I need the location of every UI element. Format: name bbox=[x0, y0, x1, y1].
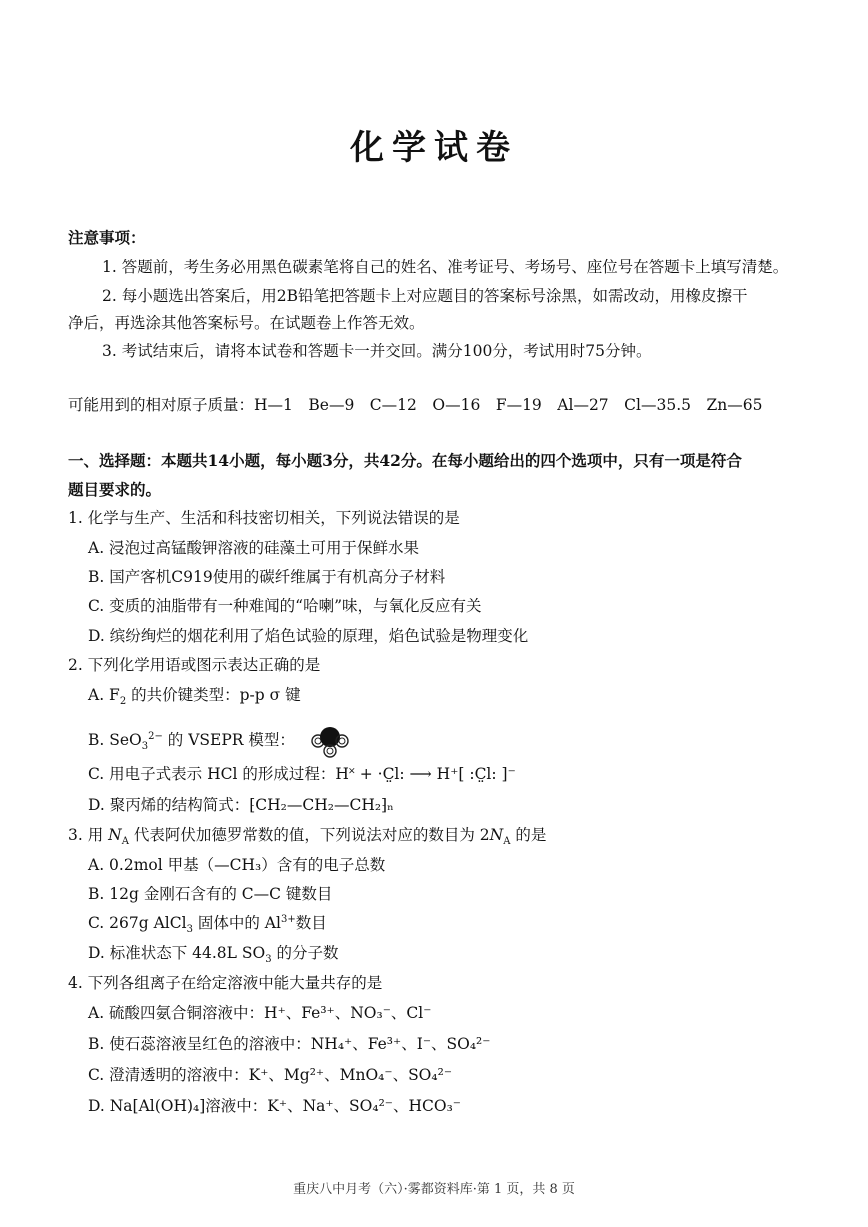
q3-stem-pre: 3. 用 bbox=[68, 826, 109, 844]
q1-option-b: B. 国产客机C919使用的碳纤维属于有机高分子材料 bbox=[88, 568, 446, 586]
q2-option-a bbox=[88, 685, 301, 708]
q3-stem bbox=[68, 825, 547, 848]
notice-item-3: 3. 考试结束后，请将本试卷和答题卡一并交回。满分100分，考试用时75分钟。 bbox=[102, 342, 652, 360]
q1-option-a: A. 浸泡过高锰酸钾溶液的硅藻土可用于保鲜水果 bbox=[88, 539, 420, 557]
q3-d-pre: D. 标准状态下 44.8L SO bbox=[88, 944, 266, 962]
q3-stem-post: 的是 bbox=[510, 826, 547, 844]
section-1-line-2: 题目要求的。 bbox=[68, 480, 162, 499]
page-title: 化学试卷 bbox=[350, 128, 518, 168]
q2-b-pre: B. SeO bbox=[88, 731, 142, 749]
q2-c-formula: H˟ + ·C̤l: ⟶ H⁺[ :C̤l: ]⁻ bbox=[335, 765, 516, 783]
q2-stem: 2. 下列化学用语或图示表达正确的是 bbox=[68, 656, 321, 674]
q3-c-mid: 固体中的 Al bbox=[192, 914, 281, 932]
q2-a-pre: A. F bbox=[88, 686, 120, 704]
q4-option-b: B. 使石蕊溶液呈红色的溶液中：NH₄⁺、Fe³⁺、I⁻、SO₄²⁻ bbox=[88, 1035, 491, 1053]
q3-option-c bbox=[88, 913, 327, 936]
q1-option-d: D. 缤纷绚烂的烟花利用了焰色试验的原理，焰色试验是物理变化 bbox=[88, 627, 529, 645]
q3-option-b: B. 12g 金刚石含有的 C—C 键数目 bbox=[88, 885, 333, 903]
q3-stem-a2: A bbox=[503, 836, 511, 848]
q3-c-sub: 3 bbox=[186, 924, 193, 936]
q3-c-sup: 3+ bbox=[280, 913, 296, 925]
q2-a-sub: 2 bbox=[119, 696, 127, 708]
q4-option-c: C. 澄清透明的溶液中：K⁺、Mg²⁺、MnO₄⁻、SO₄²⁻ bbox=[88, 1066, 453, 1084]
atomic-masses: 可能用到的相对原子质量：H—1 Be—9 C—12 O—16 F—19 Al—27 Cl—35.5 Zn—65 bbox=[68, 396, 763, 414]
q2-a-post: 的共价键类型：p-p σ 键 bbox=[126, 686, 301, 704]
notice-item-2a: 2. 每小题选出答案后，用2B铅笔把答题卡上对应题目的答案标号涂黑，如需改动，用橡皮擦干 bbox=[102, 287, 748, 305]
q2-d-pre: D. 聚丙烯的结构简式： bbox=[88, 796, 250, 814]
q2-b-post: 的 VSEPR 模型： bbox=[162, 731, 295, 749]
q2-option-c bbox=[88, 764, 516, 784]
q3-d-sub: 3 bbox=[265, 954, 272, 966]
q4-option-a: A. 硫酸四氨合铜溶液中：H⁺、Fe³⁺、NO₃⁻、Cl⁻ bbox=[88, 1004, 432, 1022]
q3-stem-n2: N bbox=[489, 826, 504, 844]
q2-c-pre: C. 用电子式表示 HCl 的形成过程： bbox=[88, 765, 336, 783]
q2-b-sub: 3 bbox=[141, 741, 149, 753]
notice-item-2b: 净后，再选涂其他答案标号。在试题卷上作答无效。 bbox=[68, 314, 425, 332]
notice-heading: 注意事项： bbox=[68, 228, 146, 247]
q4-option-d: D. Na[Al(OH)₄]溶液中：K⁺、Na⁺、SO₄²⁻、HCO₃⁻ bbox=[88, 1097, 461, 1115]
section-1-line-1: 一、选择题：本题共14小题，每小题3分，共42分。在每小题给出的四个选项中，只有一项是符合 bbox=[68, 451, 742, 470]
q3-option-d bbox=[88, 943, 339, 966]
q3-stem-a: A bbox=[121, 836, 129, 848]
q1-stem: 1. 化学与生产、生活和科技密切相关，下列说法错误的是 bbox=[68, 509, 460, 527]
q2-option-d bbox=[88, 795, 394, 815]
vsepr-model-icon bbox=[304, 724, 388, 758]
q3-stem-mid: 代表阿伏加德罗常数的值，下列说法对应的数目为 2 bbox=[128, 826, 490, 844]
q4-stem: 4. 下列各组离子在给定溶液中能大量共存的是 bbox=[68, 974, 383, 992]
q3-stem-n: N bbox=[108, 826, 122, 844]
q3-d-post: 的分子数 bbox=[271, 944, 339, 962]
q3-c-pre: C. 267g AlCl bbox=[88, 914, 187, 932]
q1-option-c: C. 变质的油脂带有一种难闻的“哈喇”味，与氧化反应有关 bbox=[88, 597, 482, 615]
q2-b-sup: 2− bbox=[148, 730, 163, 742]
q2-d-formula: ⁅CH₂—CH₂—CH₂⁆ₙ bbox=[249, 796, 394, 814]
q2-option-b bbox=[88, 724, 388, 758]
q3-c-post: 数目 bbox=[295, 914, 327, 932]
page-footer: 重庆八中月考（六）·雾都资料库·第 1 页，共 8 页 bbox=[293, 1182, 575, 1197]
notice-item-1: 1. 答题前，考生务必用黑色碳素笔将自己的姓名、准考证号、考场号、座位号在答题卡上填写清楚。 bbox=[102, 258, 789, 276]
q3-option-a: A. 0.2mol 甲基（—CH₃）含有的电子总数 bbox=[88, 856, 386, 874]
